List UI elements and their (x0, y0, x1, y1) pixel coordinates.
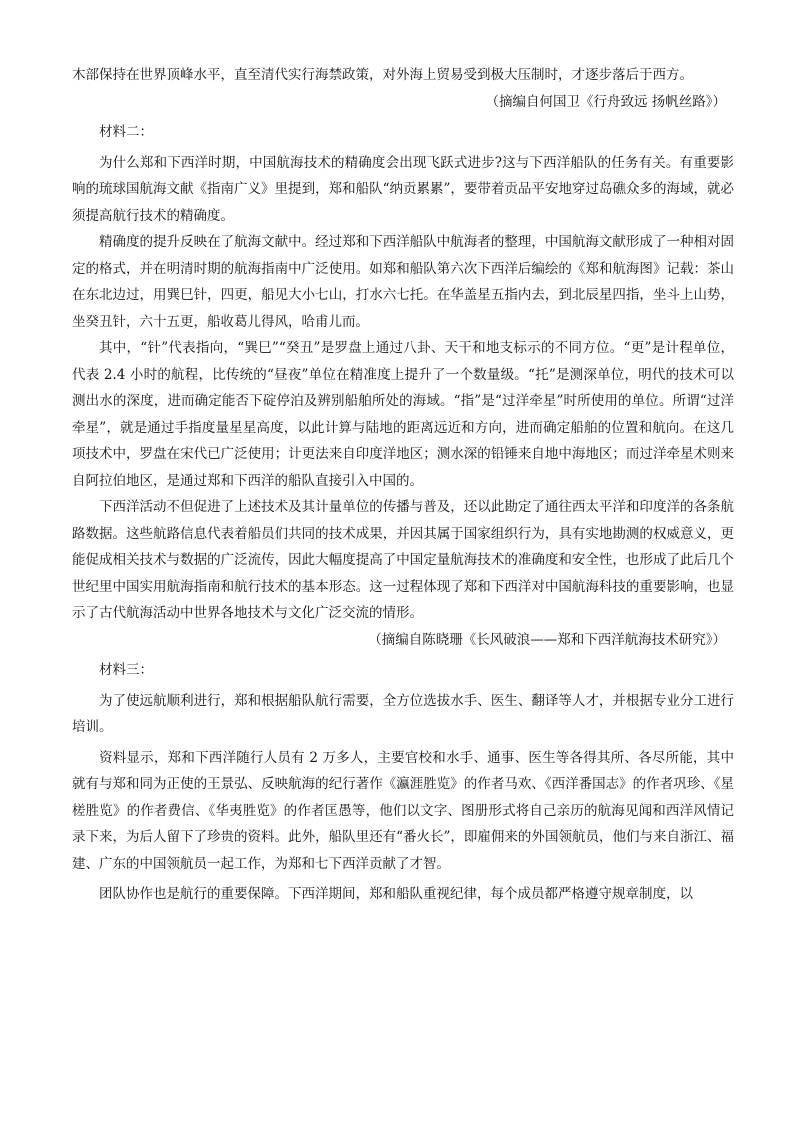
material-2-paragraph-2: 精确度的提升反映在了航海文献中。经过郑和下西洋船队中航海者的整理，中国航海文献形成了一种相对固定的格式，并在明清时期的航海指南中广泛使用。如郑和船队第六次下西洋后编绘的《郑和航海图》记载：茶山在东北边过，用巽巳针，四更，船见大小七山，打水六七托。在华盖星五指内去，到北辰星四指，坐斗上山势，坐癸丑针，六十五更，船收葛儿得风，哈甫儿而。 (72, 234, 734, 330)
source-citation-1: （摘编自何国卫《行舟致远 扬帆丝路》） (485, 93, 726, 110)
material-2-heading: 材料二： (99, 124, 153, 140)
paragraph-continuation: 木部保持在世界顶峰水平，直至清代实行海禁政策，对外海上贸易受到极大压制时，才逐步落后于西方。 (72, 67, 693, 83)
material-2-paragraph-1: 为什么郑和下西洋时期，中国航海技术的精确度会出现飞跃式进步?这与下西洋船队的任务有关。有重要影响的琉球国航海文献《指南广义》里提到，郑和船队“纳贡累累”，要带着贡品平安地穿过岛礁众多的海域，就必须提高航行技术的精确度。 (72, 154, 734, 224)
material-3-paragraph-3: 团队协作也是航行的重要保障。下西洋期间，郑和船队重视纪律，每个成员都严格遵守规章制度，以 (99, 886, 693, 902)
source-citation-2: （摘编自陈晓珊《长风破浪——郑和下西洋航海技术研究》） (368, 631, 726, 648)
document-page (72, 62, 734, 908)
material-3-heading: 材料三： (99, 662, 153, 678)
material-2-paragraph-4: 下西洋活动不但促进了上述技术及其计量单位的传播与普及，还以此勘定了通往西太平洋和印度洋的各条航路数据。这些航路信息代表着船员们共同的技术成果，并因其属于国家组织行为，具有实地勘测的权威意义，更能促成相关技术与数据的广泛流传，因此大幅度提高了中国定量航海技术的准确度和安全性，也形成了此后几个世纪里中国实用航海指南和航行技术的基本形态。这一过程体现了郑和下西洋对中国航海科技的重要影响，也显示了古代航海活动中世界各地技术与文化广泛交流的情形。 (72, 499, 734, 621)
material-3-paragraph-2: 资料显示，郑和下西洋随行人员有 2 万多人，主要官校和水手、通事、医生等各得其所、各尽所能，其中就有与郑和同为正使的王景弘、反映航海的纪行著作《瀛涯胜览》的作者马欢、《西洋番国志》的作者巩珍、《星槎胜览》的作者费信、《华夷胜览》的作者匡愚等，他们以文字、图册形式将自己亲历的航海见闻和西洋风情记录下来，为后人留下了珍贵的资料。此外，船队里还有“番火长”，即雇佣来的外国领航员，他们与来自浙江、福建、广东的中国领航员一起工作，为郑和七下西洋贡献了才智。 (72, 749, 734, 872)
material-2-paragraph-3: 其中，“针”代表指向，“巽巳”“癸丑”是罗盘上通过八卦、天干和地支标示的不同方位。“更”是计程单位，代表 2.4 小时的航程，比传统的“昼夜”单位在精准度上提升了一个数量级。“托”是测深单位，明代的技术可以测出水的深度，进而确定能否下碇停泊及辨别船舶所处的海域。“指”是“过洋牵星”时所使用的单位。所谓“过洋牵星”，就是通过手指度量星星高度，以此计算与陆地的距离远近和方向，进而确定船舶的位置和航向。在这几项技术中，罗盘在宋代已广泛使用；计更法来自印度洋地区；测水深的铅锤来自地中海地区；而过洋牵星术则来自阿拉伯地区，是通过郑和下西洋的船队直接引入中国的。 (72, 340, 734, 489)
material-3-paragraph-1: 为了使远航顺利进行，郑和根据船队航行需要，全方位选拔水手、医生、翻译等人才，并根据专业分工进行培训。 (72, 692, 734, 735)
